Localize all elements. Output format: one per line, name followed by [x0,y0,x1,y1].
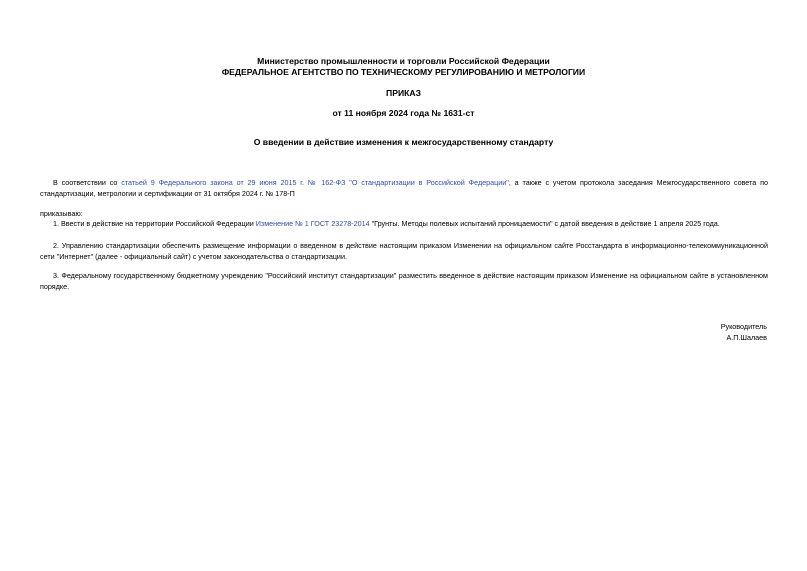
signatory-title: Руководитель [720,322,767,331]
order-item-3: 3. Федеральному государственному бюджетному учреждению "Российский институт стандартизации" разместить введенное в действие настоящим приказом Изменение на официальном сайте в установленном порядке. [40,271,768,291]
item1-suffix: "Грунты. Методы полевых испытаний проницаемости" с датой введения в действие 1 апреля 2025 года. [369,219,720,228]
intro-suffix: , а также с учетом протокола заседания Межгосударственного совета по стандартизации, метрологии и сертификации от 31 октября 2024 г. № 178-П [40,178,769,198]
standard-amendment-link[interactable]: Изменение № 1 ГОСТ 23278-2014 [255,219,370,228]
intro-paragraph [40,177,768,199]
intro-prefix: В соответствии со [53,178,122,187]
order-item-1 [40,218,768,229]
ministry-name: Министерство промышленности и торговли Российской Федерации [257,56,550,66]
item1-prefix: 1. Ввести в действие на территории Российской Федерации [53,219,256,228]
document-subject: О введении в действие изменения к межгосударственному стандарту [253,137,554,147]
law-link[interactable]: статьей 9 Федерального закона от 29 июня 2015 г. № 162-ФЗ "О стандартизации в Российской Федерации" [121,178,509,187]
document-date-number: от 11 ноября 2024 года № 1631-ст [332,108,475,118]
document-type: ПРИКАЗ [386,88,421,98]
order-word: приказываю: [40,209,83,218]
order-item-2: 2. Управлению стандартизации обеспечить размещение информации о введенном в действие настоящим приказом Изменении на официальном сайте Росстандарта в информационно-телекоммуникационной сети "Интернет" (далее - официальный сайт) с учетом законодательства о стандартизации. [40,241,768,261]
signatory-name: А.П.Шалаев [726,333,767,342]
agency-name: ФЕДЕРАЛЬНОЕ АГЕНТСТВО ПО ТЕХНИЧЕСКОМУ РЕГУЛИРОВАНИЮ И МЕТРОЛОГИИ [221,67,586,77]
